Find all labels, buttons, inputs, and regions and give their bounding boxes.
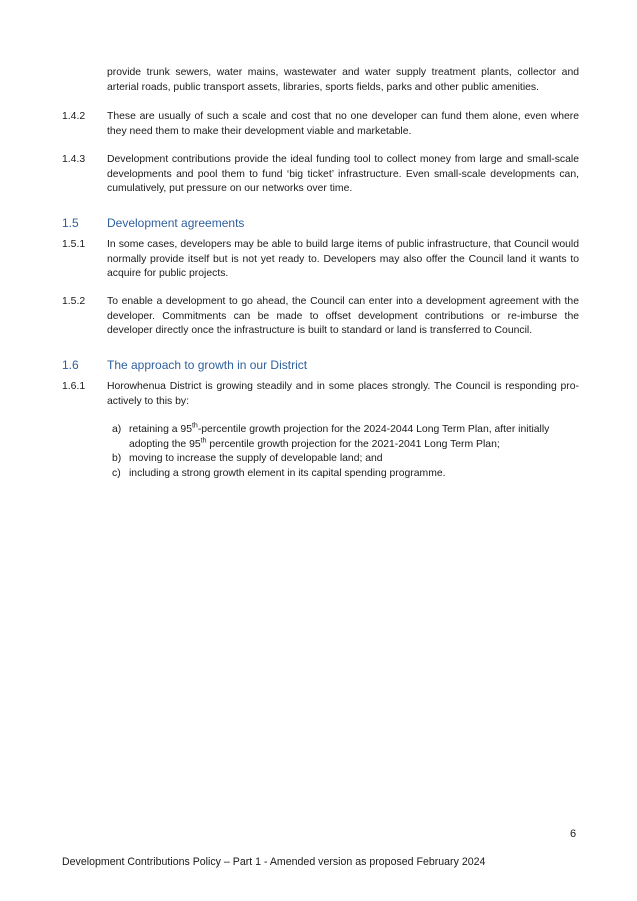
paragraph-text: Horowhenua District is growing steadily and in some places strongly. The Council is responding pro-actively to this by:	[107, 381, 579, 407]
list-item-text: moving to increase the supply of developable land; and	[129, 453, 383, 464]
paragraph-number: 1.4.3	[62, 154, 86, 165]
paragraph-text: provide trunk sewers, water mains, wastewater and water supply treatment plants, collector and arterial roads, public transport assets, libraries, sports fields, parks and other public amenities.	[107, 67, 579, 93]
page-footer: Development Contributions Policy – Part 1 - Amended version as proposed February 2024	[62, 856, 486, 868]
heading-title: Development agreements	[107, 216, 245, 230]
paragraph-number: 1.5.2	[62, 296, 86, 307]
list-item-text: retaining a 95th-percentile growth projection for the 2024-2044 Long Term Plan, after initially adopting the 95th percentile growth projection for the 2021-2041 Long Term Plan;	[129, 422, 550, 450]
paragraph-text: These are usually of such a scale and cost that no one developer can fund them alone, even where they need them to make their development viable and marketable.	[107, 111, 579, 137]
paragraph-text: Development contributions provide the ideal funding tool to collect money from large and small-scale developments and pool them to fund ‘big ticket’ infrastructure. Even small-scale developments can, cumulatively, put pressure on our networks over time.	[107, 154, 579, 195]
heading-title: The approach to growth in our District	[107, 358, 308, 372]
heading-number: 1.6	[62, 358, 79, 372]
list-item-text: including a strong growth element in its capital spending programme.	[129, 468, 446, 479]
list-marker: a)	[112, 424, 122, 435]
list-marker: c)	[112, 468, 121, 479]
paragraph-number: 1.6.1	[62, 381, 86, 392]
list-marker: b)	[112, 453, 122, 464]
heading-number: 1.5	[62, 216, 79, 230]
paragraph-text: To enable a development to go ahead, the Council can enter into a development agreement with the developer. Commitments can be made to offset development contributions or re-imburse the developer directly once the infrastructure is built to standard or land is transferred to Council.	[107, 296, 579, 337]
paragraph-number: 1.4.2	[62, 111, 86, 122]
paragraph-text: In some cases, developers may be able to build large items of public infrastructure, that Council would normally provide itself but is not yet ready to. Developers may also offer the Council land it wants to acquire for public projects.	[107, 239, 579, 280]
page-number: 6	[570, 828, 577, 840]
paragraph-number: 1.5.1	[62, 239, 86, 250]
